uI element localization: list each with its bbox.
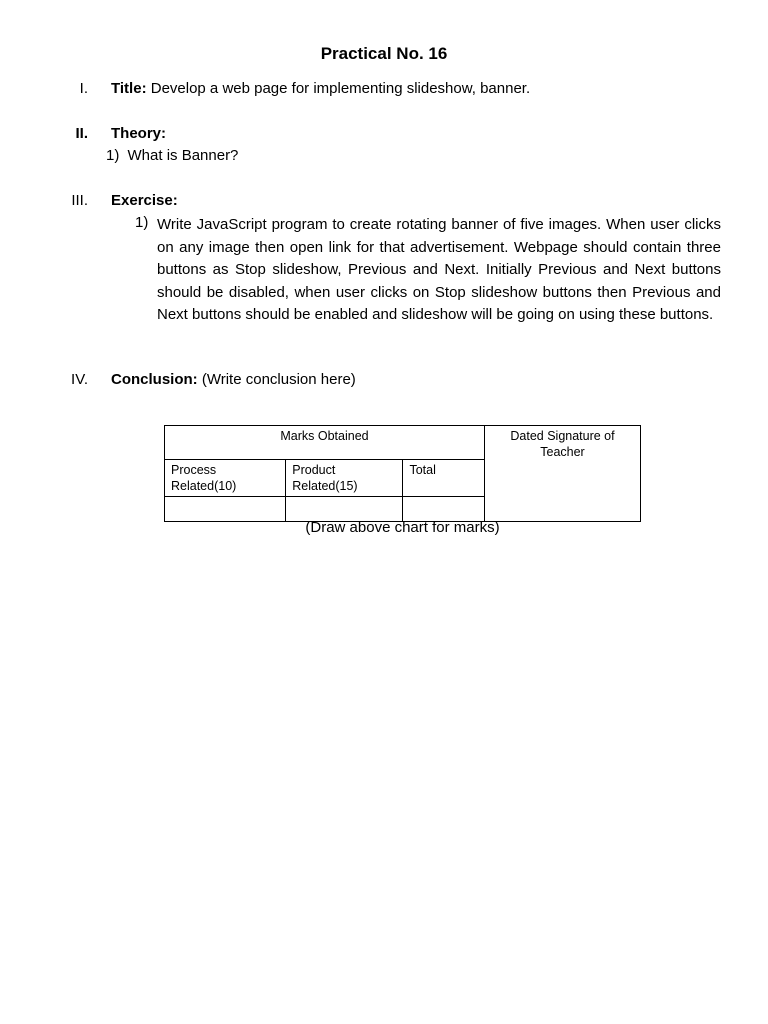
exercise-item-number: 1) bbox=[135, 214, 149, 231]
section-numeral: IV. bbox=[71, 371, 88, 388]
total-header: Total bbox=[403, 460, 485, 497]
section-numeral: II. bbox=[75, 125, 88, 142]
product-related-header: Product Related(15) bbox=[286, 460, 403, 497]
section-label: Exercise: bbox=[111, 192, 178, 209]
process-related-header: Process Related(10) bbox=[165, 460, 286, 497]
section-label: Conclusion: bbox=[111, 371, 198, 388]
section-text: (Write conclusion here) bbox=[197, 371, 356, 388]
item-text: What is Banner? bbox=[127, 147, 239, 164]
marks-table bbox=[164, 425, 641, 522]
exercise-item-text: Write JavaScript program to create rotating banner of five images. When user clicks on any image then open link for that advertisement. Webpage should contain three buttons as Stop slideshow, Previous and Next. Initially Previous and Next buttons should be disabled, when user clicks on Stop slideshow buttons then Previous and Next buttons should be enabled and slideshow will be going on using these buttons. bbox=[157, 216, 721, 323]
section-numeral: III. bbox=[71, 192, 88, 209]
product-marks-cell bbox=[286, 497, 403, 522]
section-label: Title: bbox=[111, 80, 147, 97]
marks-obtained-header: Marks Obtained bbox=[165, 426, 485, 460]
total-marks-cell bbox=[403, 497, 485, 522]
page-title: Practical No. 16 bbox=[320, 44, 448, 63]
signature-header bbox=[485, 426, 641, 522]
section-numeral: I. bbox=[79, 80, 88, 97]
section-label: Theory: bbox=[111, 125, 167, 142]
signature-header-text: Dated Signature of Teacher bbox=[510, 429, 615, 459]
process-marks-cell bbox=[165, 497, 286, 522]
item-number: 1) bbox=[106, 147, 120, 164]
table-caption: (Draw above chart for marks) bbox=[305, 519, 500, 536]
theory-item bbox=[106, 147, 238, 164]
section-text: Develop a web page for implementing slideshow, banner. bbox=[146, 80, 531, 97]
